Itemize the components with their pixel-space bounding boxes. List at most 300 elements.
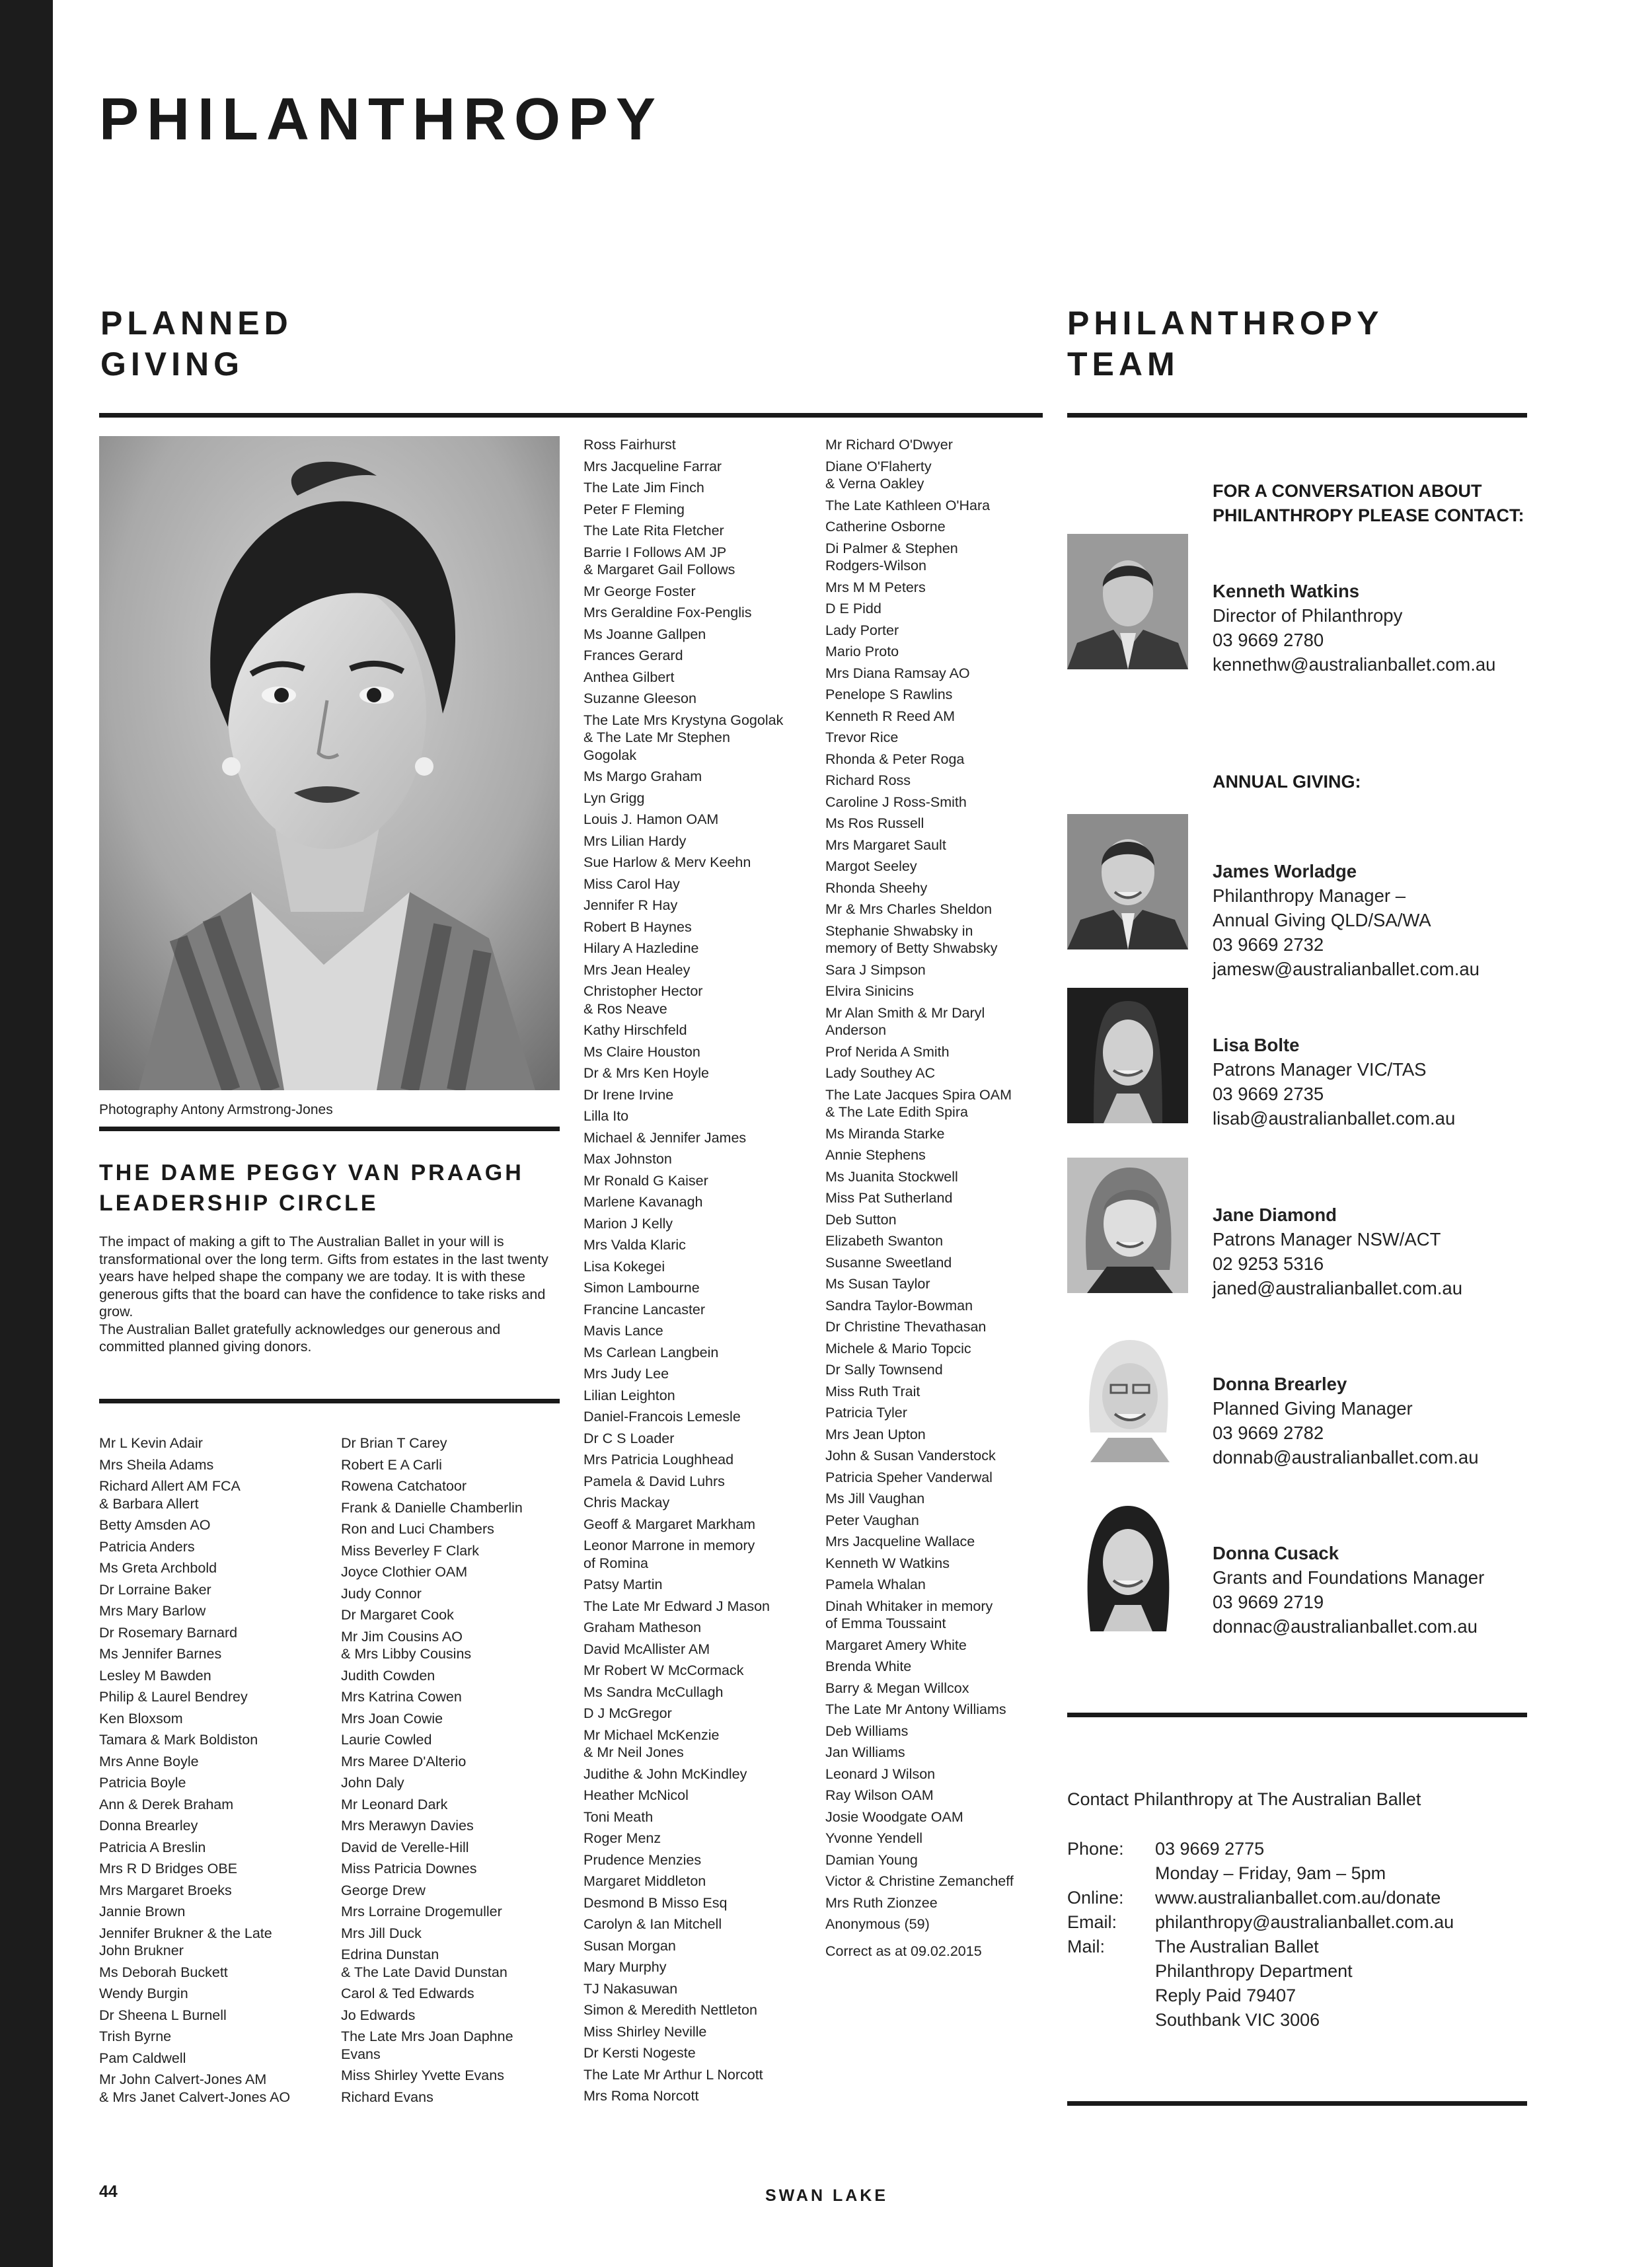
donor-name xyxy=(99,1882,290,1900)
donor-name xyxy=(583,875,783,893)
donor-name xyxy=(583,1430,783,1448)
contact-hours: Monday – Friday, 9am – 5pm xyxy=(1155,1863,1386,1883)
donor-name-line: Rhonda Sheehy xyxy=(825,879,928,896)
donor-name-line: Elvira Sinicins xyxy=(825,983,914,999)
donor-name-line: Mr Ronald G Kaiser xyxy=(583,1172,708,1189)
donor-name-line: Donna Brearley xyxy=(99,1818,198,1834)
donor-name-line: Dr Brian T Carey xyxy=(341,1435,447,1451)
donor-name xyxy=(583,1494,783,1512)
donor-name-line: D J McGregor xyxy=(583,1705,672,1721)
team-member-info xyxy=(1213,859,1480,981)
donor-name-line: Miss Patricia Downes xyxy=(341,1861,477,1877)
donor-name xyxy=(341,1731,523,1749)
left-black-bar xyxy=(0,0,53,2267)
donor-name-line: Mario Proto xyxy=(825,644,899,659)
donor-name xyxy=(583,918,783,936)
contact-row-email xyxy=(1067,1910,1454,1935)
donor-name-line: Mrs Roma Norcott xyxy=(583,2088,699,2104)
donor-column-2 xyxy=(341,1434,523,2110)
team-member-info xyxy=(1213,1372,1478,1469)
donor-name-line: Mrs Jean Upton xyxy=(825,1426,926,1442)
donor-name xyxy=(825,1211,1014,1229)
donor-name-line: & Mrs Janet Calvert-Jones AO xyxy=(99,2089,291,2105)
team-member-phone: 02 9253 5316 xyxy=(1213,1253,1324,1274)
donor-name xyxy=(583,1873,783,1890)
contact-row-phone xyxy=(1067,1837,1454,1886)
donor-name xyxy=(583,811,783,829)
donor-name-line: Dr Kersti Nogeste xyxy=(583,2045,696,2061)
donor-name-line: Patricia A Breslin xyxy=(99,1839,206,1855)
donor-name xyxy=(825,1658,1014,1676)
donor-name xyxy=(583,1765,783,1783)
donor-name-line: Margot Seeley xyxy=(825,858,917,874)
donor-name xyxy=(825,1168,1014,1186)
donor-name-line: John Brukner xyxy=(99,1943,184,1958)
donor-name-line: Mrs Ruth Zionzee xyxy=(825,1894,938,1911)
donor-name-line: Christopher Hector xyxy=(583,983,703,999)
donor-name xyxy=(825,1426,1014,1444)
team-member-phone: 03 9669 2732 xyxy=(1213,934,1324,955)
donor-name-line: Mr Jim Cousins AO xyxy=(341,1628,463,1645)
donor-name-line: Rowena Catchatoor xyxy=(341,1478,467,1494)
donor-name xyxy=(341,1456,523,1474)
donor-name xyxy=(825,983,1014,1000)
team-heading-line2: TEAM xyxy=(1067,346,1180,383)
team-member-photo xyxy=(1067,1327,1188,1462)
donor-name-line: Damian Young xyxy=(825,1851,918,1868)
donor-name-line: Patricia Boyle xyxy=(99,1775,186,1791)
donor-name xyxy=(825,1915,1014,1933)
donor-name xyxy=(583,458,783,476)
donor-name-line: Mrs Jill Duck xyxy=(341,1925,422,1941)
donor-name xyxy=(825,600,1014,618)
intro-paragraph-1: The impact of making a gift to The Australian Ballet in your will is transformational over the long term. Gifts from estates in the last twenty years have helped shape the company we are today. It is with these generous gifts that the board can have the confidence to take risks and grow. xyxy=(99,1234,548,1319)
donor-name xyxy=(825,518,1014,536)
contact-label: Online: xyxy=(1067,1888,1124,1908)
donor-name xyxy=(825,1318,1014,1336)
donor-name-line: Michael & Jennifer James xyxy=(583,1129,747,1146)
correct-as-at-note: Correct as at 09.02.2015 xyxy=(825,1943,982,1959)
team-rule xyxy=(1067,413,1527,418)
donor-name xyxy=(825,1086,1014,1121)
donor-name-line: Frank & Danielle Chamberlin xyxy=(341,1499,523,1516)
planned-giving-rule xyxy=(99,413,1043,418)
donor-name-line: Kenneth W Watkins xyxy=(825,1555,950,1571)
donor-name xyxy=(583,1193,783,1211)
contact-value xyxy=(1155,1935,1353,2032)
donor-name xyxy=(341,1477,523,1495)
donor-name-line: The Late Jim Finch xyxy=(583,480,704,496)
donor-name xyxy=(825,1004,1014,1039)
donor-name-line: Mr Richard O'Dwyer xyxy=(825,437,953,453)
donor-name-line: Penelope S Rawlins xyxy=(825,687,953,702)
donor-name xyxy=(341,1542,523,1560)
contact-row-mail xyxy=(1067,1935,1454,2032)
donor-name xyxy=(341,1520,523,1538)
team-member-role: Grants and Foundations Manager xyxy=(1213,1567,1485,1588)
donor-list-rule xyxy=(99,1399,560,1403)
contact-title: Contact Philanthropy at The Australian Ballet xyxy=(1067,1789,1421,1809)
team-member-phone: 03 9669 2782 xyxy=(1213,1423,1324,1443)
donor-name xyxy=(583,1619,783,1637)
donor-name xyxy=(99,1581,290,1599)
contact-label: Email: xyxy=(1067,1912,1117,1932)
donor-name-line: Mrs Patricia Loughhead xyxy=(583,1452,734,1468)
donor-name xyxy=(825,729,1014,747)
mail-address-line: Philanthropy Department xyxy=(1155,1961,1353,1981)
donor-name xyxy=(825,1043,1014,1061)
donor-name-line: Lesley M Bawden xyxy=(99,1667,211,1684)
mail-address-line: Reply Paid 79407 xyxy=(1155,1986,1296,2005)
donor-name-line: Louis J. Hamon OAM xyxy=(583,811,719,827)
mail-address-line: Southbank VIC 3006 xyxy=(1155,2010,1320,2030)
donor-name xyxy=(583,1516,783,1534)
donor-name xyxy=(583,583,783,601)
contact-value xyxy=(1155,1886,1441,1910)
donor-name xyxy=(583,669,783,687)
donor-name xyxy=(99,1796,290,1814)
donor-name-line: Graham Matheson xyxy=(583,1619,702,1635)
donor-name-line: Ken Bloxsom xyxy=(99,1710,183,1727)
donor-name xyxy=(583,940,783,957)
team-member-role: Patrons Manager NSW/ACT xyxy=(1213,1229,1441,1249)
donor-name-line: Leonard J Wilson xyxy=(825,1765,936,1782)
donor-name-line: Dr Christine Thevathasan xyxy=(825,1319,987,1335)
donor-name xyxy=(583,1894,783,1912)
donor-name xyxy=(825,1723,1014,1740)
team-member-name: Kenneth Watkins xyxy=(1213,581,1360,601)
team-member-email: jamesw@australianballet.com.au xyxy=(1213,959,1480,979)
donor-name-line: David McAllister AM xyxy=(583,1641,710,1657)
donor-name xyxy=(583,1937,783,1955)
donor-name xyxy=(825,1383,1014,1401)
donor-name xyxy=(825,1404,1014,1422)
donor-name-line: Anderson xyxy=(825,1022,887,1038)
donor-name-line: Mrs Diana Ramsay AO xyxy=(825,665,970,681)
donor-name-line: Miss Pat Sutherland xyxy=(825,1190,953,1206)
donor-name-line: Ms Ros Russell xyxy=(825,815,924,831)
donor-name-line: Edrina Dunstan xyxy=(341,1947,439,1962)
donor-name-line: Dinah Whitaker in memory xyxy=(825,1598,993,1614)
donor-name-line: Frances Gerard xyxy=(583,648,683,663)
donor-name-line: Marion J Kelly xyxy=(583,1215,673,1232)
donor-name-line: Ms Margo Graham xyxy=(583,768,702,784)
donor-name xyxy=(825,497,1014,515)
donor-name-line: George Drew xyxy=(341,1882,426,1898)
donor-name-line: Annie Stephens xyxy=(825,1147,926,1163)
donor-name-line: Miss Carol Hay xyxy=(583,875,680,892)
donor-name xyxy=(583,1641,783,1658)
donor-name xyxy=(583,897,783,914)
contact-email-link[interactable]: philanthropy@australianballet.com.au xyxy=(1155,1912,1454,1932)
donor-name-line: Lady Porter xyxy=(825,622,899,638)
donor-name xyxy=(341,2067,523,2085)
donor-name xyxy=(99,2028,290,2046)
donor-name-line: John Daly xyxy=(341,1775,404,1791)
donor-name xyxy=(825,643,1014,661)
donor-name xyxy=(583,1215,783,1233)
donor-name-line: Jennifer Brukner & the Late xyxy=(99,1925,272,1941)
donor-name-line: Mrs Sheila Adams xyxy=(99,1456,214,1473)
donor-name-line: Prudence Menzies xyxy=(583,1851,702,1868)
donor-name-line: Ross Fairhurst xyxy=(583,437,676,453)
donor-name-line: Jan Williams xyxy=(825,1744,905,1760)
donor-name-line: Deb Sutton xyxy=(825,1211,897,1228)
donor-name-line: & Margaret Gail Follows xyxy=(583,562,735,577)
donor-name-line: Jannie Brown xyxy=(99,1904,186,1919)
donor-name-line: David de Verelle-Hill xyxy=(341,1839,469,1855)
donor-name-line: Mr Robert W McCormack xyxy=(583,1662,744,1678)
donor-name xyxy=(825,1275,1014,1293)
donor-name-line: Carolyn & Ian Mitchell xyxy=(583,1916,722,1932)
annual-giving-label: ANNUAL GIVING: xyxy=(1213,772,1361,792)
donor-name-line: Suzanne Gleeson xyxy=(583,690,696,706)
donor-name-line: Margaret Amery White xyxy=(825,1637,967,1653)
donor-name-line: Lyn Grigg xyxy=(583,790,645,806)
donor-name xyxy=(99,1925,290,1960)
donor-name xyxy=(99,1731,290,1749)
donor-name xyxy=(583,1279,783,1297)
donor-name xyxy=(583,1129,783,1147)
donor-name xyxy=(825,751,1014,768)
team-member-role: Director of Philanthropy xyxy=(1213,605,1403,626)
donor-name xyxy=(99,2007,290,2025)
donor-name xyxy=(825,1189,1014,1207)
donor-name-line: Josie Woodgate OAM xyxy=(825,1808,963,1825)
contact-phone: 03 9669 2775 xyxy=(1155,1839,1265,1859)
contact-website-link[interactable]: www.australianballet.com.au/donate xyxy=(1155,1888,1441,1908)
team-member-phone: 03 9669 2735 xyxy=(1213,1084,1324,1104)
donor-name-line: Betty Amsden AO xyxy=(99,1517,211,1533)
donor-column-1 xyxy=(99,1434,290,2110)
donor-name-line: D E Pidd xyxy=(825,601,882,616)
donor-name-line: Geoff & Margaret Markham xyxy=(583,1516,756,1532)
donor-name-line: Mrs Merawyn Davies xyxy=(341,1818,474,1834)
donor-name xyxy=(583,1064,783,1082)
donor-name xyxy=(825,1894,1014,1912)
donor-name xyxy=(583,1662,783,1680)
donor-name xyxy=(99,2071,290,2106)
team-member-email: donnac@australianballet.com.au xyxy=(1213,1616,1478,1637)
team-member-card xyxy=(1067,1496,1530,1635)
donor-name-line: Margaret Middleton xyxy=(583,1873,706,1889)
donor-name xyxy=(583,1727,783,1762)
donor-name xyxy=(583,1408,783,1426)
donor-name xyxy=(99,1434,290,1452)
portrait-photo xyxy=(99,436,560,1090)
donor-name-line: Joyce Clothier OAM xyxy=(341,1564,468,1580)
donor-name-line: Roger Menz xyxy=(583,1830,661,1846)
donor-name-line: Mavis Lance xyxy=(583,1323,663,1339)
donor-name-line: & Verna Oakley xyxy=(825,476,924,492)
donor-name-line: John & Susan Vanderstock xyxy=(825,1448,996,1464)
donor-name-line: Dr Irene Irvine xyxy=(583,1086,674,1103)
donor-name xyxy=(583,604,783,622)
mail-address-line: The Australian Ballet xyxy=(1155,1937,1319,1956)
donor-name-line: Kathy Hirschfeld xyxy=(583,1022,687,1038)
donor-name-line: Sara J Simpson xyxy=(825,961,926,978)
donor-name-line: Trevor Rice xyxy=(825,729,899,745)
donor-name-line: Mr George Foster xyxy=(583,583,696,599)
donor-name xyxy=(583,690,783,708)
donor-name-line: Patsy Martin xyxy=(583,1577,663,1592)
donor-name xyxy=(825,1701,1014,1719)
donor-name-line: Mr Alan Smith & Mr Daryl xyxy=(825,1004,985,1021)
team-member-email: janed@australianballet.com.au xyxy=(1213,1278,1463,1298)
team-member-card xyxy=(1067,988,1530,1127)
donor-name-line: The Late Mrs Joan Daphne xyxy=(341,2028,513,2044)
donor-name-line: Francine Lancaster xyxy=(583,1301,706,1318)
team-member-name: Jane Diamond xyxy=(1213,1205,1337,1225)
team-member-photo xyxy=(1067,814,1188,949)
donor-name xyxy=(99,1903,290,1921)
donor-name xyxy=(583,1387,783,1405)
donor-name-line: Ms Greta Archbold xyxy=(99,1560,217,1576)
donor-name xyxy=(583,1598,783,1616)
contact-label: Phone: xyxy=(1067,1839,1124,1859)
donor-name-line: & The Late Edith Spira xyxy=(825,1104,968,1120)
team-member-role: Patrons Manager VIC/TAS xyxy=(1213,1059,1427,1080)
donor-name xyxy=(825,708,1014,725)
donor-name-line: Mrs Jacqueline Farrar xyxy=(583,458,722,474)
donor-name xyxy=(825,1512,1014,1530)
donor-name-line: Ms Jill Vaughan xyxy=(825,1491,925,1506)
team-member-name: Lisa Bolte xyxy=(1213,1035,1300,1055)
team-member-info xyxy=(1213,579,1495,677)
donor-name xyxy=(825,579,1014,597)
team-member-photo xyxy=(1067,1496,1188,1631)
donor-name xyxy=(825,1744,1014,1762)
donor-name xyxy=(825,686,1014,704)
donor-name xyxy=(583,1236,783,1254)
donor-name-line: Deb Williams xyxy=(825,1723,909,1739)
donor-name xyxy=(583,1258,783,1276)
team-heading xyxy=(1067,303,1383,385)
donor-name xyxy=(583,1980,783,1998)
donor-name-line: Sandra Taylor-Bowman xyxy=(825,1297,973,1314)
page-number: 44 xyxy=(99,2182,118,2201)
page-title: PHILANTHROPY xyxy=(99,87,664,153)
donor-name xyxy=(583,2087,783,2105)
donor-name xyxy=(583,790,783,807)
donor-name xyxy=(825,1232,1014,1250)
donor-name xyxy=(583,833,783,850)
donor-name xyxy=(583,2001,783,2019)
donor-name xyxy=(825,1555,1014,1573)
donor-name xyxy=(341,2089,523,2106)
donor-name xyxy=(825,1830,1014,1847)
donor-name xyxy=(825,1297,1014,1315)
donor-name xyxy=(825,622,1014,640)
donor-name xyxy=(583,1851,783,1869)
donor-name xyxy=(99,1477,290,1512)
donor-name-line: & The Late Mr Stephen xyxy=(583,729,730,745)
donor-name xyxy=(825,436,1014,454)
donor-name xyxy=(583,854,783,872)
donor-name-line: Barrie I Follows AM JP xyxy=(583,544,727,560)
donor-name xyxy=(341,1946,523,1981)
donor-name xyxy=(583,501,783,519)
team-member-info xyxy=(1213,1541,1484,1639)
donor-name-line: Sue Harlow & Merv Keehn xyxy=(583,854,751,870)
donor-name xyxy=(341,1985,523,2003)
donor-name xyxy=(99,1985,290,2003)
donor-name xyxy=(825,1469,1014,1487)
donor-name xyxy=(583,1808,783,1826)
donor-name xyxy=(825,1125,1014,1143)
donor-name-line: Mr & Mrs Charles Sheldon xyxy=(825,901,993,917)
donor-name-line: Patricia Tyler xyxy=(825,1405,907,1421)
donor-name xyxy=(825,772,1014,790)
donor-name xyxy=(341,1628,523,1663)
donor-name-line: Susan Morgan xyxy=(583,1937,676,1954)
donor-name-line: Dr Sheena L Burnell xyxy=(99,2007,227,2023)
team-member-name: Donna Brearley xyxy=(1213,1374,1347,1394)
donor-name xyxy=(583,1576,783,1594)
donor-name-line: Mr Michael McKenzie xyxy=(583,1727,720,1743)
donor-name-line: Lilian Leighton xyxy=(583,1387,675,1403)
leadership-circle-title-line1: THE DAME PEGGY VAN PRAAGH xyxy=(99,1160,524,1185)
donor-name-line: Mrs Margaret Broeks xyxy=(99,1882,232,1898)
donor-name-line: & The Late David Dunstan xyxy=(341,1964,507,1980)
donor-name-line: Rhonda & Peter Roga xyxy=(825,751,965,767)
donor-name-line: The Late Mrs Krystyna Gogolak xyxy=(583,712,784,728)
donor-name-line: Mrs Anne Boyle xyxy=(99,1753,199,1769)
donor-name xyxy=(341,1796,523,1814)
photo-rule xyxy=(99,1127,560,1131)
donor-name-line: Yvonne Yendell xyxy=(825,1830,923,1846)
donor-name xyxy=(341,2028,523,2063)
donor-name xyxy=(825,1680,1014,1697)
donor-name xyxy=(825,922,1014,957)
donor-name xyxy=(341,1860,523,1878)
planned-giving-intro xyxy=(99,1233,562,1356)
donor-name xyxy=(583,1451,783,1469)
donor-name-line: Ms Sandra McCullagh xyxy=(583,1684,724,1700)
donor-name xyxy=(341,2007,523,2025)
donor-name xyxy=(99,2050,290,2067)
donor-name-line: Jennifer R Hay xyxy=(583,897,678,913)
donor-name-line: Peter F Fleming xyxy=(583,501,685,517)
donor-name-line: Heather McNicol xyxy=(583,1787,689,1803)
planned-giving-heading xyxy=(100,303,293,385)
donor-name xyxy=(99,1817,290,1835)
donor-name-line: Victor & Christine Zemancheff xyxy=(825,1873,1014,1889)
donor-name-line: Desmond B Misso Esq xyxy=(583,1894,728,1911)
donor-name xyxy=(825,1851,1014,1869)
donor-name-line: The Late Mr Antony Williams xyxy=(825,1701,1006,1717)
donor-name-line: Mrs Judy Lee xyxy=(583,1366,669,1382)
photo-caption: Photography Antony Armstrong-Jones xyxy=(99,1102,333,1117)
donor-name xyxy=(341,1606,523,1624)
donor-name xyxy=(583,1958,783,1976)
team-member-info xyxy=(1213,1033,1455,1131)
donor-name-line: Elizabeth Swanton xyxy=(825,1233,944,1249)
donor-name-line: Robert E A Carli xyxy=(341,1456,442,1473)
donor-name-line: Ms Jennifer Barnes xyxy=(99,1646,222,1662)
donor-name xyxy=(99,1538,290,1556)
donor-name xyxy=(583,1684,783,1701)
donor-name-line: Pamela & David Luhrs xyxy=(583,1473,725,1489)
team-member-phone: 03 9669 2719 xyxy=(1213,1592,1324,1612)
donor-name-line: Ann & Derek Braham xyxy=(99,1796,234,1812)
donor-name xyxy=(99,1624,290,1642)
donor-name xyxy=(583,983,783,1018)
team-member-email: donnab@australianballet.com.au xyxy=(1213,1447,1479,1468)
donor-name xyxy=(583,647,783,665)
donor-name xyxy=(825,1765,1014,1783)
donor-name-line: Judith Cowden xyxy=(341,1667,435,1684)
